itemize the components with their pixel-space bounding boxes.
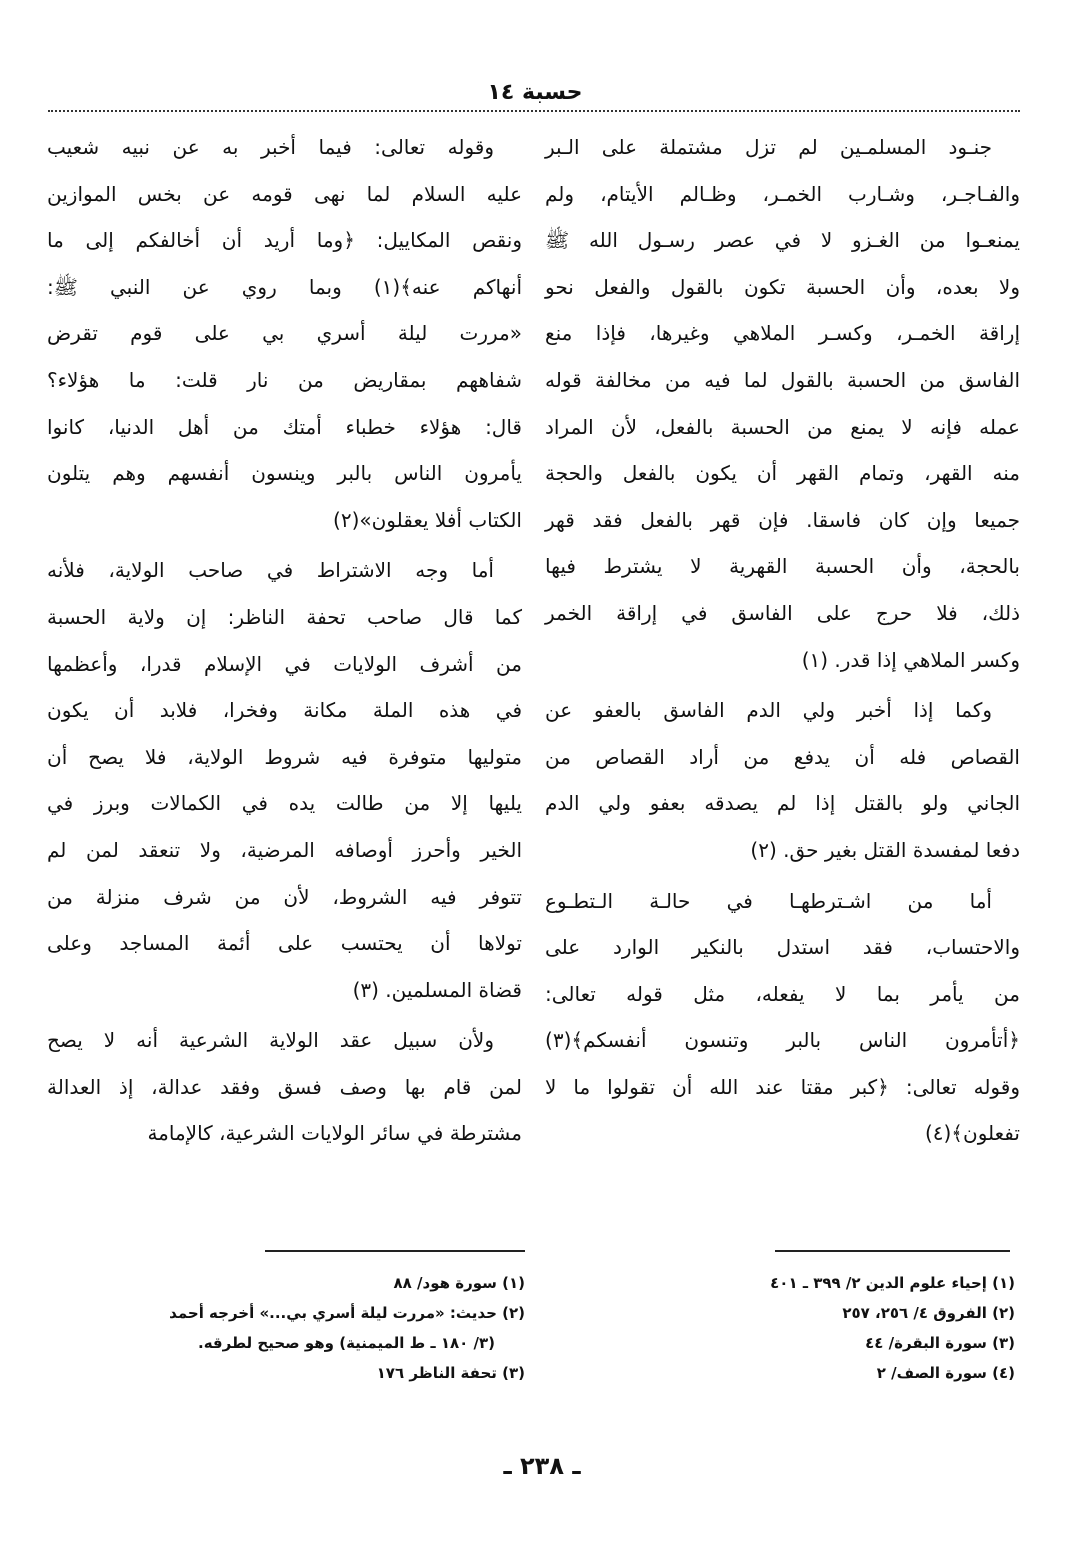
text-line: وقوله تعالى: ﴿كبر مقتا عند الله أن تقولوا ما لا [545,1074,1020,1099]
footnote-rule-right [775,1250,1010,1252]
header-dotted-rule [48,110,1020,112]
text-line: عليه السلام لما نهى قومه عن بخس الموازين [47,181,522,206]
text-line: قال: هؤلاء خطباء أمتك من أهل الدنيا، كانوا [47,414,522,439]
paragraph [47,1017,522,1157]
paragraph [47,547,522,1013]
text-line: تتوفر فيه الشروط، لأن من شرف منزلة من [47,884,522,909]
paragraph [545,687,1020,873]
running-header: حسبة ١٤ [487,80,583,105]
text-line: شفاههم بمقاريض من نار قلت: ما هؤلاء؟ [47,367,522,392]
footnote: (٢) حديث: «مررت ليلة أسري بي...» أخرجه أحمد [169,1304,525,1322]
text-line: جميعا وإن كان فاسقا. فإن قهر بالفعل فقد قهر [545,507,1020,532]
text-line: أما من اشـترطهـا في حالـة الـتطـوع [545,888,992,913]
text-line: أنهاكم عنه﴾(١) وبما روي عن النبي ﷺ: [47,274,522,299]
text-line: لمن قام بها وصف فسق وفقد عدالة، إذ العدالة [47,1074,522,1099]
text-line: الجاني ولو بالقتل إذا لم يصدقه بعفو ولي الدم [545,791,1020,816]
text-line: ولأن سبيل عقد الولاية الشرعية أنه لا يصح [47,1028,494,1053]
footnote-continuation: (٣/ ١٨٠ ـ ط الميمنية) وهو صحيح لطرقه. [198,1334,495,1352]
text-line: وكسر الملاهي إذا قدر. (١) [801,647,1020,672]
footnote: (٤) سورة الصف/ ٢ [876,1364,1015,1382]
text-line: مشترطة في سائر الولايات الشرعية، كالإمامة [147,1121,522,1146]
text-line: تفعلون﴾(٤) [924,1121,1020,1146]
text-line: متوليها متوفرة فيه شروط الولاية، فلا يصح أن [47,744,522,769]
text-line: من يأمر بما لا يفعله، مثل قوله تعالى: [545,981,1020,1006]
left-text-column [47,124,522,1161]
text-line: منه القهر، وتمام القهر أن يكون بالفعل والحجة [545,461,1020,486]
text-line: يليها إلا من طالت يده في الكمالات وبرز في [47,791,522,816]
text-line: ﴿أتأمرون الناس بالبر وتنسون أنفسكم﴾(٣) [545,1028,1020,1053]
text-line: في هذه الملة مكانة وفخرا، فلابد أن يكون [47,698,522,723]
footnote: (٢) الفروق ٤/ ٢٥٦، ٢٥٧ [842,1304,1015,1322]
text-line: جنـود المسلمـين لم تزل مشتملة على الـبر [545,135,992,159]
text-line: وقوله تعالى: فيما أخبر به عن نبيه شعيب [47,135,494,159]
text-line: الفاسق من الحسبة بالقول لما فيه من مخالفة قوله [545,367,1020,392]
paragraph [545,124,1020,683]
right-text-column [545,124,1020,1161]
text-line: إراقة الخمـر، وكسـر الملاهي وغيرها، فإذا منع [545,321,1020,346]
text-line: الكتاب أفلا يعقلون»(٢) [333,507,522,532]
footnotes-right [560,1268,1015,1388]
text-line: ذلك، فلا حرج على الفاسق في إراقة الخمر [545,600,1020,625]
footnote: (٣) سورة البقرة/ ٤٤ [865,1334,1015,1352]
text-line: والفـاجـر، وشـارب الخمـر، وظـالم الأيتام، ولم [545,181,1020,206]
text-line: قضاة المسلمين. (٣) [352,977,522,1002]
text-line: الخير وأحرز أوصافه المرضية، ولا تنعقد لمن لم [47,837,522,862]
text-line: تولاها أن يحتسب على أئمة المساجد وعلى [47,931,522,956]
text-line: يمنعـوا من الغـزو لا في عصر رسـول الله ﷺ [545,228,1020,253]
text-line: من أشرف الولايات في الإسلام قدرا، وأعظمها [47,651,522,676]
text-line: عمله فإنه لا يمنع من الحسبة بالفعل، لأن المراد [545,414,1020,439]
text-line: القصاص فله أن يدفع من أراد القصاص من [545,744,1020,769]
footnote: (١) سورة هود/ ٨٨ [393,1274,525,1292]
footnote-rule-left [265,1250,525,1252]
text-line: دفعا لمفسدة القتل بغير حق. (٢) [750,837,1020,862]
paragraph [545,878,1020,1158]
text-line: ونقص المكاييل: ﴿وما أريد أن أخالفكم إلى ما [47,228,522,253]
page-number: ـ ٢٣٨ ـ [503,1452,581,1480]
footnote: (١) إحياء علوم الدين ٢/ ٣٩٩ ـ ٤٠١ [770,1274,1015,1292]
text-line: يأمرون الناس بالبر وينسون أنفسهم وهم يتلون [47,461,522,486]
paragraph [47,124,522,543]
footnotes-left [45,1268,525,1388]
text-line: «مررت ليلة أسري بي على قوم تقرض [47,321,522,346]
text-line: كما قال صاحب تحفة الناظر: إن ولاية الحسبة [47,604,522,629]
text-line: أما وجه الاشتراط في صاحب الولاية، فلأنه [47,558,494,583]
text-line: بالحجة، وأن الحسبة القهرية لا يشترط فيها [545,554,1020,579]
text-line: والاحتساب، فقد استدل بالنكير الوارد على [545,935,1020,960]
text-line: وكما إذا أخبر ولي الدم الفاسق بالعفو عن [545,698,992,723]
text-line: ولا بعده، وأن الحسبة تكون بالقول والفعل نحو [545,274,1020,299]
footnote: (٣) تحفة الناظر ١٧٦ [376,1364,525,1382]
